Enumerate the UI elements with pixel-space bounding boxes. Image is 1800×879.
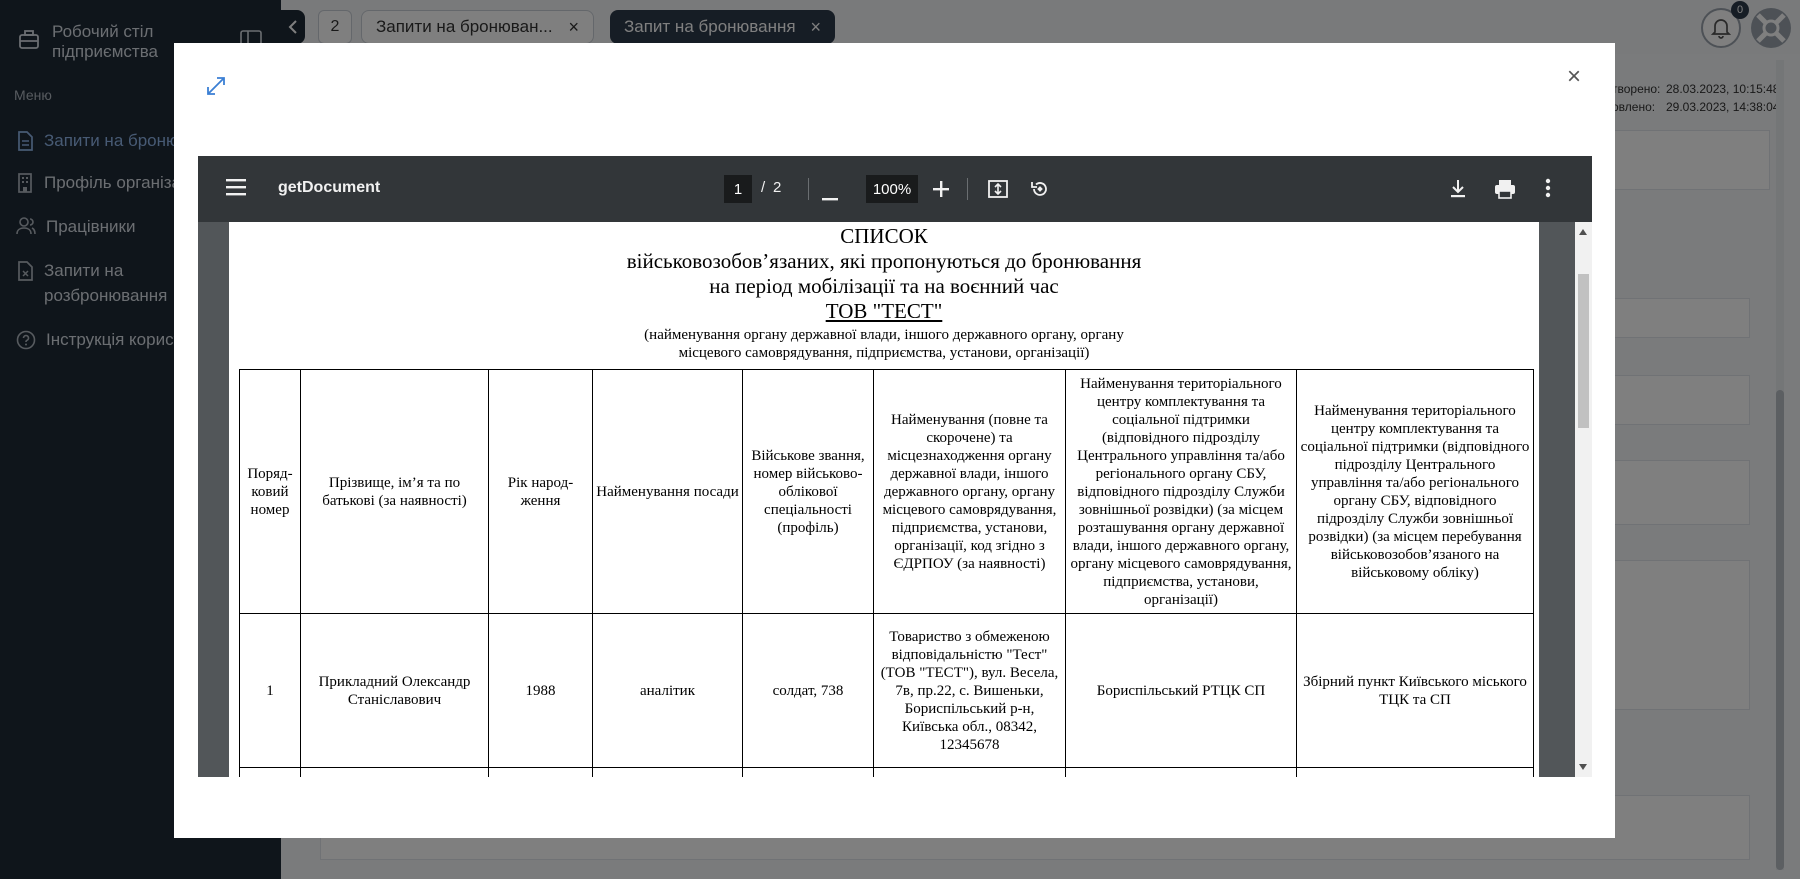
table-header-cell: Рік народ-ження <box>489 370 593 614</box>
table-cell: Прикладний Олександр Станіславович <box>301 614 489 768</box>
table-cell <box>874 768 1066 778</box>
toolbar-divider <box>808 178 809 200</box>
page-separator: / <box>761 179 766 196</box>
table-cell: солдат, 738 <box>743 614 874 768</box>
table-cell: Збірний пункт Київського міського ТЦК та СП <box>1297 614 1534 768</box>
table-header-row <box>240 370 1534 614</box>
rotate-icon[interactable] <box>1030 179 1050 204</box>
doc-caption-line: (найменування органу державної влади, іншого державного органу, органу <box>644 327 1124 343</box>
expand-icon[interactable] <box>205 75 227 102</box>
table-header-cell: Військове звання, номер військово-облікової спеціальності (профіль) <box>743 370 874 614</box>
menu-icon[interactable] <box>226 178 246 201</box>
zoom-out-icon[interactable] <box>822 188 838 206</box>
zoom-in-icon[interactable] <box>933 181 949 202</box>
fit-to-page-icon[interactable] <box>988 179 1008 204</box>
table-cell: аналітик <box>593 614 743 768</box>
table-header-cell: Прізвище, ім’я та по батькові (за наявності) <box>301 370 489 614</box>
document-modal <box>174 43 1615 838</box>
table-row <box>240 614 1534 768</box>
table-cell: 1988 <box>489 614 593 768</box>
doc-organization <box>229 299 1539 323</box>
table-header-cell: Найменування територіального центру комплектування та соціальної підтримки (відповідного підрозділу Центрального управління та/або регіонального органу СБУ, відповідного підрозділу Служби зовнішньої розвідки) (за місцем перебування військовозобов’язаного на військовому обліку) <box>1297 370 1534 614</box>
print-icon[interactable] <box>1494 179 1516 204</box>
table-header-cell: Поряд-ковий номер <box>240 370 301 614</box>
doc-heading-line: на період мобілізації та на воєнний час <box>709 274 1059 298</box>
doc-heading-line: СПИСОК <box>840 224 928 248</box>
doc-organization-name: ТОВ "ТЕСТ" <box>825 299 943 323</box>
table-cell: 1 <box>240 614 301 768</box>
zoom-level-input[interactable]: 100% <box>866 175 918 203</box>
table-cell <box>1066 768 1297 778</box>
modal-close-button[interactable]: × <box>1567 63 1582 90</box>
table-cell: Бориспільський РТЦК СП <box>1066 614 1297 768</box>
pdf-scrollbar-thumb[interactable] <box>1578 274 1589 428</box>
table-cell <box>489 768 593 778</box>
table-header-cell: Найменування (повне та скорочене) та місцезнаходження органу державної влади, іншого державного органу, органу місцевого самоврядування, підприємства, установи, організації, код згідно з ЄДРПОУ (за наявності) <box>874 370 1066 614</box>
current-page-input[interactable]: 1 <box>724 175 752 203</box>
doc-heading-line: військовозобов’язаних, які пропонуються до бронювання <box>626 249 1142 273</box>
pdf-page <box>229 222 1539 777</box>
scroll-down-arrow-icon[interactable] <box>1579 764 1587 770</box>
download-icon[interactable] <box>1449 179 1467 204</box>
pdf-title: getDocument <box>278 179 381 196</box>
table-cell <box>1297 768 1534 778</box>
scroll-up-arrow-icon[interactable] <box>1579 229 1587 235</box>
pdf-toolbar <box>198 156 1592 222</box>
table-cell: Товариство з обмеженою відповідальністю "Тест" (ТОВ "ТЕСТ"), вул. Весела, 7в, пр.22, с. Вишеньки, Бориспільський р-н, Київська обл., 08342, 12345678 <box>874 614 1066 768</box>
table-cell <box>743 768 874 778</box>
table-cell <box>593 768 743 778</box>
table-cell <box>301 768 489 778</box>
pdf-viewer <box>198 156 1592 777</box>
more-options-icon[interactable] <box>1545 178 1551 203</box>
table-cell <box>240 768 301 778</box>
total-pages: 2 <box>773 179 782 196</box>
table-header-cell: Найменування посади <box>593 370 743 614</box>
reservists-table <box>239 369 1534 777</box>
table-row <box>240 768 1534 778</box>
table-header-cell: Найменування територіального центру комплектування та соціальної підтримки (відповідного підрозділу Центрального управління та/або регіонального органу СБУ, відповідного підрозділу Служби зовнішньої розвідки) (за місцем розташування органу державної влади, іншого державного органу, органу місцевого самоврядування, підприємства, установи, організації) <box>1066 370 1297 614</box>
doc-caption-line: місцевого самоврядування, підприємства, установи, організації) <box>678 345 1090 361</box>
toolbar-divider <box>967 178 968 200</box>
